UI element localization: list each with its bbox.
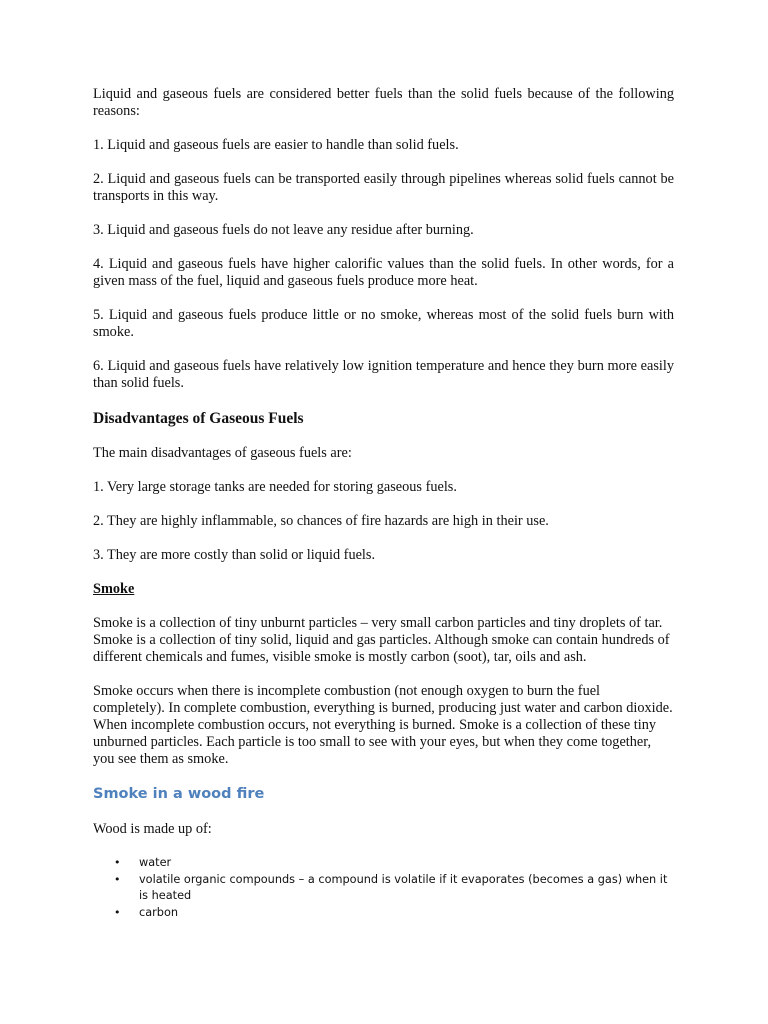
smoke-heading: Smoke: [93, 581, 135, 597]
bullet-icon: •: [114, 856, 121, 869]
list-item: [93, 905, 674, 922]
smoke-paragraph-2: Smoke occurs when there is incomplete combustion (not enough oxygen to burn the fuel completely). In complete combustion, everything is burned, producing just water and carbon dioxide. When incomplete combustion occurs, not everything is burned. Smoke is a collection of these tiny unburned particles. Each particle is too small to see with your eyes, but when they come together, you see them as smoke.: [93, 683, 673, 767]
disadvantage-1: 1. Very large storage tanks are needed for storing gaseous fuels.: [93, 479, 457, 495]
wood-fire-heading: Smoke in a wood fire: [93, 786, 265, 802]
reason-4: 4. Liquid and gaseous fuels have higher calorific values than the solid fuels. In other words, for a given mass of the fuel, liquid and gaseous fuels produce more heat.: [93, 256, 674, 289]
reason-3: 3. Liquid and gaseous fuels do not leave any residue after burning.: [93, 222, 474, 238]
list-item: [93, 855, 674, 872]
intro-paragraph: Liquid and gaseous fuels are considered better fuels than the solid fuels because of the following reasons:: [93, 86, 674, 119]
disadvantages-intro: The main disadvantages of gaseous fuels are:: [93, 445, 352, 461]
document-page: [93, 86, 674, 921]
disadvantage-2: 2. They are highly inflammable, so chances of fire hazards are high in their use.: [93, 513, 549, 529]
reason-2: 2. Liquid and gaseous fuels can be transported easily through pipelines whereas solid fuels cannot be transports in this way.: [93, 171, 674, 204]
wood-components-list: [93, 855, 674, 921]
list-item-text: volatile organic compounds – a compound is volatile if it evaporates (becomes a gas) when it is heated: [139, 872, 668, 902]
list-item: [93, 872, 674, 905]
reason-1: 1. Liquid and gaseous fuels are easier to handle than solid fuels.: [93, 137, 459, 153]
bullet-icon: •: [114, 905, 121, 919]
list-item-text: water: [139, 856, 172, 869]
smoke-paragraph-1: Smoke is a collection of tiny unburnt particles – very small carbon particles and tiny droplets of tar. Smoke is a collection of tiny solid, liquid and gas particles. Although smoke can contain hundreds of different chemicals and fumes, visible smoke is mostly carbon (soot), tar, oils and ash.: [93, 615, 670, 665]
disadvantages-heading: Disadvantages of Gaseous Fuels: [93, 410, 304, 427]
reason-6: 6. Liquid and gaseous fuels have relatively low ignition temperature and hence they burn more easily than solid fuels.: [93, 358, 674, 391]
wood-fire-intro: Wood is made up of:: [93, 821, 212, 837]
reason-5: 5. Liquid and gaseous fuels produce little or no smoke, whereas most of the solid fuels burn with smoke.: [93, 307, 674, 340]
disadvantage-3: 3. They are more costly than solid or liquid fuels.: [93, 547, 376, 563]
bullet-icon: •: [114, 872, 121, 886]
list-item-text: carbon: [139, 905, 179, 919]
